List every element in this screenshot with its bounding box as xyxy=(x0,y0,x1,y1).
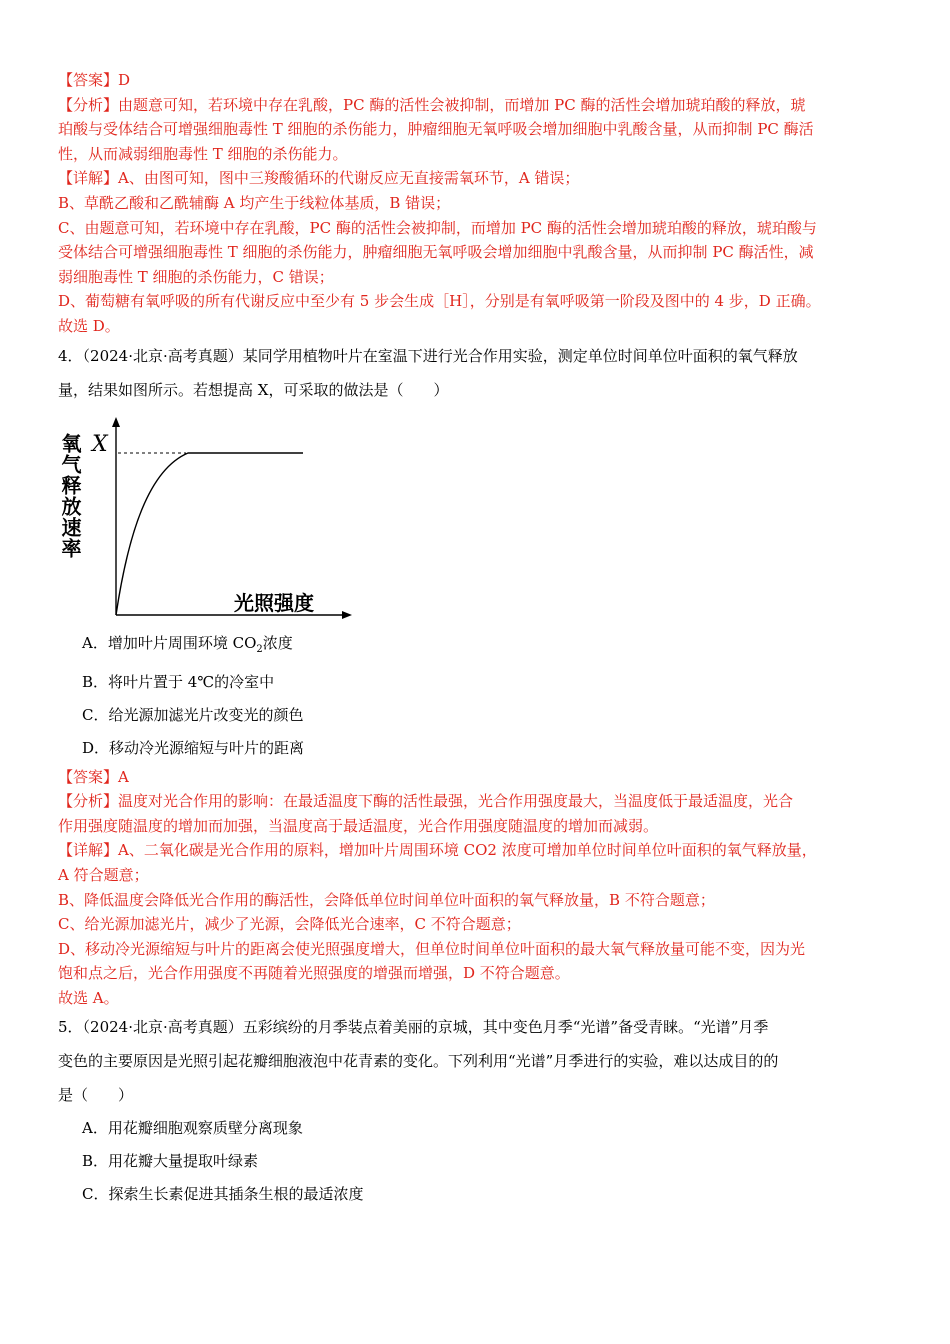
q4-answer: 【答案】A xyxy=(58,767,129,786)
plateau-label: X xyxy=(92,431,108,457)
q5-option-a: A．用花瓣细胞观察质壁分离现象 xyxy=(82,1119,303,1138)
q4-option-d: D．移动冷光源缩短与叶片的距离 xyxy=(82,738,305,757)
q3-analysis-line: 珀酸与受体结合可增强细胞毒性 T 细胞的杀伤能力，肿瘤细胞无氧呼吸会增加细胞中乳酸含量，从而抑制 PC 酶活 xyxy=(58,120,814,139)
q4-detail-line: D、移动冷光源缩短与叶片的距离会使光照强度增大，但单位时间单位叶面积的最大氧气释放量可能不变，因为光 xyxy=(58,939,806,958)
q3-detail-line: B、草酰乙酸和乙酰辅酶 A 均产生于线粒体基质，B 错误； xyxy=(58,193,451,212)
x-axis-arrow xyxy=(342,611,352,619)
q3-detail-line: 【详解】A、由图可知，图中三羧酸循环的代谢反应无直接需氧环节，A 错误； xyxy=(58,169,580,188)
q4-analysis-line: 【分析】温度对光合作用的影响：在最适温度下酶的活性最强，光合作用强度最大，当温度低于最适温度，光合 xyxy=(58,792,794,811)
y-axis-label: 氧气释放速率 xyxy=(58,432,82,559)
q4-option-a-text: A．增加叶片周围环境 CO xyxy=(82,633,257,652)
q4-detail-line: 故选 A。 xyxy=(58,988,119,1007)
q5-stem-line: 是（ ） xyxy=(58,1086,134,1105)
q4-graph xyxy=(58,415,358,625)
q3-detail-line: D、葡萄糖有氧呼吸的所有代谢反应中至少有 5 步会生成［H］，分别是有氧呼吸第一阶段及图中的 4 步，D 正确。 xyxy=(58,292,821,311)
q4-detail-line: B、降低温度会降低光合作用的酶活性，会降低单位时间单位叶面积的氧气释放量，B 不符合题意； xyxy=(58,890,715,909)
q5-option-c: C．探索生长素促进其插条生根的最适浓度 xyxy=(82,1185,364,1204)
q5-stem-line: 变色的主要原因是光照引起花瓣细胞液泡中花青素的变化。下列利用“光谱”月季进行的实验，难以达成目的的 xyxy=(58,1052,779,1071)
q3-detail-line: 受体结合可增强细胞毒性 T 细胞的杀伤能力，肿瘤细胞无氧呼吸会增加细胞中乳酸含量，从而抑制 PC 酶活性，减 xyxy=(58,243,814,262)
q4-detail-line: C、给光源加滤光片，减少了光源，会降低光合速率，C 不符合题意； xyxy=(58,915,521,934)
q3-detail-line: 弱细胞毒性 T 细胞的杀伤能力，C 错误； xyxy=(58,267,334,286)
q4-option-a-sub: 2 xyxy=(256,643,263,655)
q4-detail-line: A 符合题意； xyxy=(58,865,149,884)
q3-answer: 【答案】D xyxy=(58,71,131,89)
q5-stem-line: 5．（2024·北京·高考真题）五彩缤纷的月季装点着美丽的京城，其中变色月季“光谱”备受青睐。“光谱”月季 xyxy=(58,1018,769,1037)
q5-option-b: B．用花瓣大量提取叶绿素 xyxy=(82,1152,259,1171)
q4-option-b: B．将叶片置于 4℃的冷室中 xyxy=(82,672,275,691)
q3-analysis-line: 性，从而减弱细胞毒性 T 细胞的杀伤能力。 xyxy=(58,144,348,163)
y-axis-arrow xyxy=(112,417,120,427)
q3-analysis-line: 【分析】由题意可知，若环境中存在乳酸，PC 酶的活性会被抑制，而增加 PC 酶的活性会增加琥珀酸的释放，琥 xyxy=(58,95,806,114)
document-page xyxy=(58,68,894,1211)
q4-detail-line: 饱和点之后，光合作用强度不再随着光照强度的增强而增强，D 不符合题意。 xyxy=(58,964,570,983)
x-axis-label: 光照强度 xyxy=(234,590,314,615)
q4-detail-line: 【详解】A、二氧化碳是光合作用的原料，增加叶片周围环境 CO2 浓度可增加单位时间单位叶面积的氧气释放量， xyxy=(58,841,817,860)
q4-analysis-line: 作用强度随温度的增加而加强，当温度高于最适温度，光合作用强度随温度的增加而减弱。 xyxy=(58,816,659,835)
q4-stem-line: 量，结果如图所示。若想提高 X，可采取的做法是（ ） xyxy=(58,380,449,399)
q4-stem-line: 4．（2024·北京·高考真题）某同学用植物叶片在室温下进行光合作用实验，测定单位时间单位叶面积的氧气释放 xyxy=(58,346,798,365)
q3-detail-line: C、由题意可知，若环境中存在乳酸，PC 酶的活性会被抑制，而增加 PC 酶的活性会增加琥珀酸的释放，琥珀酸与 xyxy=(58,218,817,237)
q4-option-c: C．给光源加滤光片改变光的颜色 xyxy=(82,705,304,724)
q3-detail-line: 故选 D。 xyxy=(58,316,120,335)
q4-option-a-suffix: 浓度 xyxy=(262,633,293,652)
q4-option-a xyxy=(58,627,894,666)
